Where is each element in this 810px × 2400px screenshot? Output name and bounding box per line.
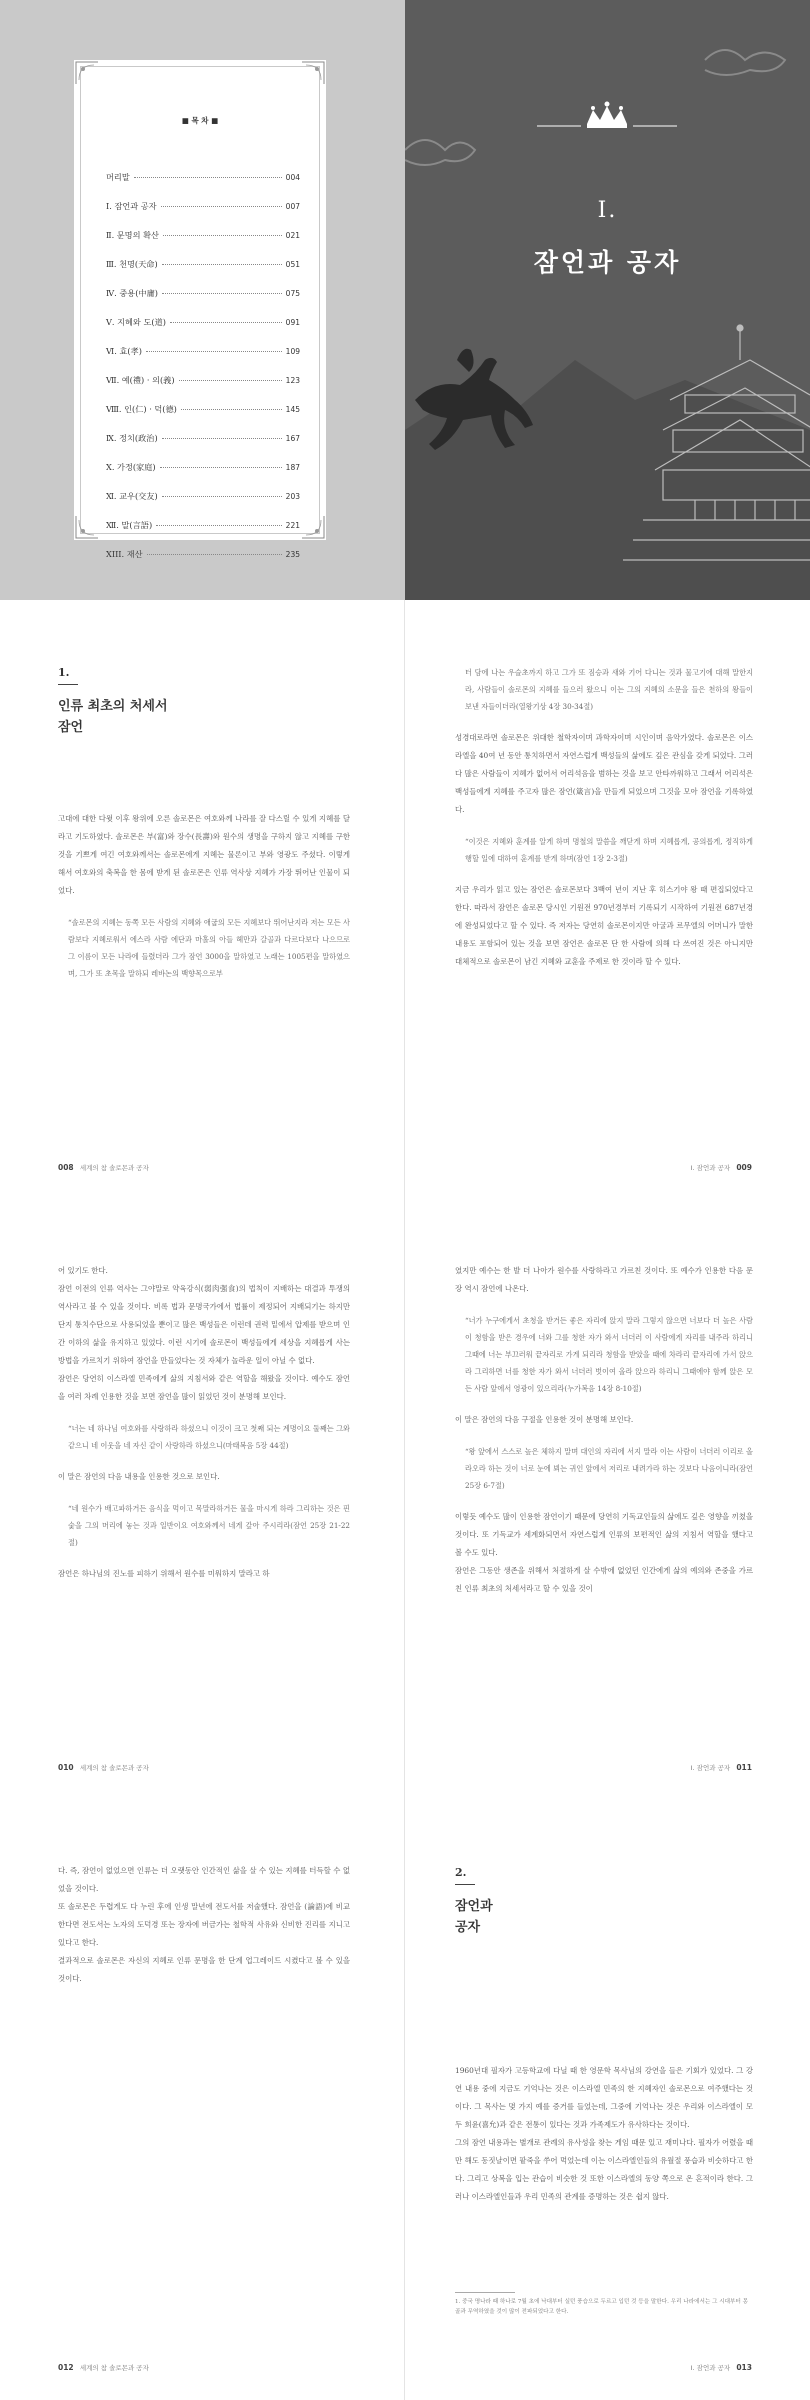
toc-entry[interactable]	[106, 375, 300, 404]
toc-leader-dots	[162, 496, 282, 497]
quote-paragraph: “네 원수가 배고파하거든 음식을 먹이고 목말라하거든 물을 마시게 하라 그리하는 것은 핀 숯을 그의 머리에 놓는 것과 일반이요 여호와께서 네게 갚아 주시리라(잠언 25장 21-22절)	[68, 1504, 350, 1547]
page-number: 011	[736, 1763, 752, 1772]
toc-entry[interactable]	[106, 520, 300, 549]
section-title: 잠언과 공자	[455, 1899, 493, 1935]
toc-entry-title: Ⅰ. 잠언과 공자	[106, 201, 157, 211]
body-paragraph: 잠언은 하나님의 진노를 피하기 위해서 원수를 미워하지 말라고 하	[58, 1569, 270, 1578]
toc-entry-page: 167	[285, 434, 300, 443]
footnote-rule	[455, 2292, 515, 2293]
toc-entry-title: XIII. 재산	[106, 549, 143, 559]
page-body	[455, 1262, 753, 1598]
toc-entry[interactable]	[106, 462, 300, 491]
toc-entry-title: Ⅹ. 가정(家庭)	[106, 462, 156, 472]
spread-pages-008-009	[0, 600, 810, 1200]
quote-paragraph: “솔로몬의 지혜는 동쪽 모든 사람의 지혜와 애굽의 모든 지혜보다 뛰어난지라 저는 모든 사람보다 지혜로워서 에스라 사람 에단과 마홀의 아들 헤만과 갈골과 다르다보다 나으므로 그 이름이 모든 나라에 들렸더라 그가 잠언 3000을 말하였고 노래는 1005편을 말하였으며, 그가 또 초목을 말하되 레바논의 백향목으로부	[68, 918, 350, 978]
chapter-illustration	[405, 0, 810, 600]
page-body	[58, 1262, 350, 1583]
page-number: 013	[736, 2363, 752, 2372]
toc-entry-page: 123	[285, 376, 300, 385]
toc-leader-dots	[170, 322, 282, 323]
crown-icon	[537, 102, 677, 129]
toc-leader-dots	[162, 293, 282, 294]
spread-toc-chapter	[0, 0, 810, 600]
toc-entry[interactable]	[106, 346, 300, 375]
body-paragraph: 다. 즉, 잠언이 없었으면 인류는 더 오랫동안 인간적인 삶을 살 수 있는 지혜를 터득할 수 없었을 것이다.	[58, 1866, 350, 1893]
footnote: 1. 중국 명나라 때 하나로 7월 초에 낙대부터 실던 풍습으로 두르고 입던 것 등을 말한다. 우리 나라에서는 그 시대부터 몽골과 무역하였을 것이 많이 전파되었다고 한다.	[455, 2299, 749, 2315]
page-footer	[58, 1763, 149, 1772]
toc-leader-dots	[146, 351, 282, 352]
spread-pages-012-013	[0, 1800, 810, 2400]
toc-entry-title: Ⅸ. 정치(政治)	[106, 433, 158, 443]
body-paragraph: 이렇듯 예수도 많이 인용한 잠언이기 때문에 당연히 기독교인들의 삶에도 깊은 영향을 끼쳤을 것이다. 또 기독교가 세계화되면서 자연스럽게 인류의 보편적인 삶의 지침서 역할을 했다고 볼 수도 있다.	[455, 1512, 753, 1557]
body-paragraph: 였지만 예수는 한 발 더 나아가 원수를 사랑하라고 가르친 것이다. 또 예수가 인용한 다음 문장 역시 잠언에 나온다.	[455, 1266, 753, 1293]
chapter-opener-page	[405, 0, 810, 600]
toc-entry-title: Ⅵ. 효(孝)	[106, 346, 142, 356]
toc-entry[interactable]	[106, 491, 300, 520]
running-title: Ⅰ. 잠언과 공자	[690, 2364, 731, 2372]
toc-leader-dots	[134, 177, 282, 178]
body-paragraph: 또 솔로몬은 두렵게도 다 누린 후에 인생 말년에 전도서를 저술했다. 잠언을 (論語)에 비교한다면 전도서는 노자의 도덕경 또는 장자에 버금가는 철학적 사유와 신비한 진리를 지니고 있다고 한다.	[58, 1902, 350, 1947]
toc-entry-page: 145	[285, 405, 300, 414]
section-rule	[455, 1884, 475, 1885]
page-number: 009	[736, 1163, 752, 1172]
page-008	[0, 600, 405, 1200]
chapter-title: 잠언과 공자	[533, 248, 682, 277]
quote-paragraph: “왕 앞에서 스스로 높은 체하지 말며 대인의 자리에 서지 말라 이는 사람이 너더러 이리로 올라오라 하는 것이 너로 눈에 뵈는 귀인 앞에서 저리로 내려가라 하는 것보다 나음이니라(잠언 25장 6-7절)	[465, 1447, 753, 1490]
toc-entry-page: 221	[285, 521, 300, 530]
toc-entry[interactable]	[106, 317, 300, 346]
body-paragraph: 잠언 이전의 인류 역사는 그야말로 약육강식(弱肉强食)의 법칙이 지배하는 대결과 투쟁의 역사라고 볼 수 있을 것이다. 비록 법과 문명국가에서 법률이 제정되어 지배되기는 하지만 단지 통치수단으로 사용되었을 뿐이고 많은 백성들은 이런데 권력 밑에서 압제를 받으며 인간 이하의 삶을 유지하고 있었다. 이런 시기에 솔로몬이 백성들에게 세상을 지혜롭게 사는 방법을 가르치기 위하여 잠언을 만들었다는 것 자체가 놀라운 일이 아닐 수 없다.	[58, 1284, 350, 1365]
corner-ornament-icon	[300, 514, 326, 540]
body-paragraph: 이 말은 잠언의 다음 구절을 인용한 것이 분명해 보인다.	[455, 1415, 634, 1424]
page-body	[455, 664, 753, 971]
toc-entry-page: 091	[285, 318, 300, 327]
spread-pages-010-011	[0, 1200, 810, 1800]
toc-entry-page: 203	[285, 492, 300, 501]
toc-leader-dots	[156, 525, 282, 526]
body-paragraph: 성경대로라면 솔로몬은 위대한 철학자이며 과학자이며 시인이며 음악가였다. 솔로몬은 이스라엘을 40여 년 동안 통치하면서 자연스럽게 백성들의 삶에도 깊은 관심을 갖게 되었다. 그러다 많은 사람들이 지혜가 없어서 어리석음을 범하는 것을 보고 안타까워하고 그래서 어리석은 백성들에게 지혜를 주고자 많은 잠언(箴言)을 만들게 되었으며 그것을 모아 잠언을 기록하였다.	[455, 733, 753, 814]
toc-entry[interactable]	[106, 230, 300, 259]
page-number: 012	[58, 2363, 74, 2372]
page-footer	[58, 2363, 149, 2372]
toc-leader-dots	[163, 235, 282, 236]
page-body	[58, 1862, 350, 1988]
page-body	[58, 810, 350, 982]
toc-entry-page: 075	[285, 289, 300, 298]
quote-paragraph: 터 담에 나는 우슬초까지 하고 그가 또 짐승과 새와 기어 다니는 것과 물고기에 대해 말한지라, 사람들이 솔로몬의 지혜를 들으러 왔으니 이는 그의 지혜의 소문을 들은 천하의 왕들이 보낸 자들이더라(열왕기상 4장 30-34절)	[465, 668, 753, 711]
running-title: Ⅰ. 잠언과 공자	[690, 1764, 731, 1772]
chapter-numeral: Ⅰ.	[597, 198, 618, 223]
toc-leader-dots	[181, 409, 282, 410]
page-body	[455, 2062, 753, 2206]
toc-leader-dots	[162, 264, 282, 265]
toc-list	[106, 172, 300, 578]
running-title: 세계의 참 솔로몬과 공자	[79, 2364, 149, 2372]
page-009	[405, 600, 810, 1200]
toc-entry-title: Ⅳ. 중용(中庸)	[106, 288, 158, 298]
toc-entry-title: Ⅲ. 천명(天命)	[106, 259, 158, 269]
toc-entry-title: Ⅺ. 교우(交友)	[106, 491, 158, 501]
toc-entry-title: Ⅶ. 예(禮) · 의(義)	[106, 375, 175, 385]
toc-entry[interactable]	[106, 259, 300, 288]
toc-leader-dots	[147, 554, 282, 555]
body-paragraph: 잠언은 당연히 이스라엘 민족에게 삶의 지침서와 같은 역할을 해왔을 것이다. 예수도 잠언을 여러 차례 인용한 것을 보면 잠언을 많이 읽었던 것이 분명해 보인다.	[58, 1374, 350, 1401]
page-010	[0, 1200, 405, 1800]
page-footer	[691, 1163, 752, 1172]
toc-entry-title: 머리말	[106, 172, 130, 182]
toc-entry-title: Ⅷ. 인(仁) · 덕(德)	[106, 404, 177, 414]
page-013	[405, 1800, 810, 2400]
body-paragraph: 결과적으로 솔로몬은 자신의 지혜로 인류 문명을 한 단계 업그레이드 시켰다고 볼 수 있을 것이다.	[58, 1956, 350, 1983]
toc-page	[0, 0, 405, 600]
body-paragraph: 1960년대 필자가 고등학교에 다닐 때 한 영문학 목사님의 강연을 들은 기회가 있었다. 그 강연 내용 중에 지금도 기억나는 것은 이스라엘 민족의 한 지혜자인 솔로몬으로 여주했다는 것이다. 그 목사는 몇 가지 예를 증거를 들었는데, 그중에 기억나는 것은 우리와 이스라엘이 모두 희윤(喜允)과 같은 전통이 있다는 것과 가족제도가 유사하다는 것이다.	[455, 2066, 753, 2129]
toc-entry[interactable]	[106, 201, 300, 230]
page-number: 010	[58, 1763, 74, 1772]
toc-leader-dots	[162, 438, 282, 439]
toc-entry-page: 187	[285, 463, 300, 472]
toc-entry-page: 235	[285, 550, 300, 559]
corner-ornament-icon	[74, 514, 100, 540]
body-paragraph: 그의 잠언 내용과는 별개로 관례의 유사성을 찾는 게임 때문 있고 재미나다. 필자가 어렸을 때만 해도 동짓날이면 팥죽을 쑤어 먹었는데 이는 이스라엘인들의 유월절 풍습과 비슷하다고 한다. 그리고 상복을 입는 관습이 비슷한 것 또한 이스라엘의 동양 쪽으로 온 흔적이라 한다. 그러나 이스라엘인들과 우리 민족의 관계를 증명하는 것은 쉽지 않다.	[455, 2138, 753, 2201]
toc-leader-dots	[161, 206, 282, 207]
toc-entry-page: 051	[285, 260, 300, 269]
body-paragraph: 어 있기도 한다.	[58, 1266, 108, 1275]
toc-heading: ■ 목 차 ■	[181, 116, 219, 125]
page-footer	[691, 1763, 752, 1772]
toc-entry-title: Ⅱ. 문명의 확산	[106, 230, 159, 240]
toc-entry-page: 021	[285, 231, 300, 240]
toc-entry[interactable]	[106, 404, 300, 433]
section-number: 1.	[58, 666, 70, 679]
page-012	[0, 1800, 405, 2400]
toc-leader-dots	[160, 467, 282, 468]
toc-entry-title: Ⅻ. 말(言語)	[106, 520, 153, 530]
toc-leader-dots	[179, 380, 282, 381]
corner-ornament-icon	[300, 60, 326, 86]
quote-paragraph: “너가 누구에게서 초청을 받거든 좋은 자리에 앉지 말라 그렇지 않으면 너보다 더 높은 사람이 청함을 받은 경우에 너와 그를 청한 자가 와서 너더러 이 사람에게 자리를 내주라 하리니 그때에 너는 부끄러워 끝자리로 가게 되리라 청함을 받았을 때에 차라리 끝자리에 가서 앉으라 그리하면 너를 청한 자가 와서 너더러 벗이여 올라 앉으라 하리니 그때에야 함께 앉은 모든 사람 앞에서 영광이 있으리라(누가복음 14장 8-10절)	[465, 1316, 753, 1393]
toc-entry[interactable]	[106, 433, 300, 462]
corner-ornament-icon	[74, 60, 100, 86]
body-paragraph: 고대에 대한 다윗 이후 왕위에 오른 솔로몬은 여호와께 나라를 잘 다스릴 수 있게 지혜를 달라고 기도하였다. 솔로몬은 부(富)와 장수(長壽)와 원수의 생명을 구하지 않고 지혜를 구한 것을 기쁘게 여긴 여호와께서는 솔로몬에게 지혜는 물론이고 부와 영광도 주셨다. 이렇게 해서 여호와의 축복을 한 몸에 받게 된 솔로몬은 인류 역사상 지혜가 가장 뛰어난 인물이 되었다.	[58, 814, 350, 895]
toc-frame	[74, 60, 326, 559]
toc-entry-page: 007	[285, 202, 300, 211]
running-title: Ⅰ. 잠언과 공자	[690, 1164, 731, 1172]
toc-entry[interactable]	[106, 549, 300, 578]
toc-entry-page: 109	[285, 347, 300, 356]
toc-entry-title: Ⅴ. 지혜와 도(道)	[106, 317, 166, 327]
page-footer	[58, 1163, 149, 1172]
running-title: 세계의 참 솔로몬과 공자	[79, 1764, 149, 1772]
running-title: 세계의 참 솔로몬과 공자	[79, 1164, 149, 1172]
page-footer	[691, 2363, 752, 2372]
quote-paragraph: “이것은 지혜와 훈계를 알게 하며 명철의 말씀을 깨닫게 하며 지혜롭게, 공의롭게, 정직하게 행할 일에 대하여 훈계를 받게 하며(잠언 1장 2-3절)	[465, 837, 753, 863]
toc-entry-page: 004	[285, 173, 300, 182]
body-paragraph: 잠언은 그동안 생존을 위해서 처절하게 살 수밖에 없었던 인간에게 삶의 예의와 존중을 가르친 인류 최초의 처세서라고 할 수 있을 것이	[455, 1566, 753, 1593]
toc-entry[interactable]	[106, 288, 300, 317]
section-rule	[58, 684, 78, 685]
page-011	[405, 1200, 810, 1800]
body-paragraph: 지금 우리가 읽고 있는 잠언은 솔로몬보다 3백여 년이 지난 후 히스기야 왕 때 편집되었다고 한다. 따라서 잠언은 솔로몬 당시인 기원전 970년경부터 기록되기 시작하여 기원전 687년경에 완성되었다고 할 수 있다. 즉 저자는 당연히 솔로몬이지만 아굴과 르무엘의 어머니가 말한 내용도 포함되어 있는 것을 보면 잠언은 솔로몬 단 한 사람에 의해 다 쓰여진 것은 아니지만 대체적으로 솔로몬이 남긴 지혜와 교훈을 주제로 한 것이라 할 수 있다.	[455, 885, 753, 966]
toc-entry[interactable]	[106, 172, 300, 201]
cloud-icon	[405, 50, 785, 165]
section-number: 2.	[455, 1866, 467, 1879]
quote-paragraph: “너는 네 하나님 여호와를 사랑하라 하셨으니 이것이 크고 첫째 되는 계명이요 둘째는 그와 같으니 네 이웃을 네 자신 같이 사랑하라 하셨으니(마태복음 5장 44절)	[68, 1424, 350, 1450]
body-paragraph: 이 말은 잠언의 다음 내용을 인용한 것으로 보인다.	[58, 1472, 220, 1481]
section-title: 인류 최초의 처세서 잠언	[58, 699, 168, 735]
page-number: 008	[58, 1163, 74, 1172]
